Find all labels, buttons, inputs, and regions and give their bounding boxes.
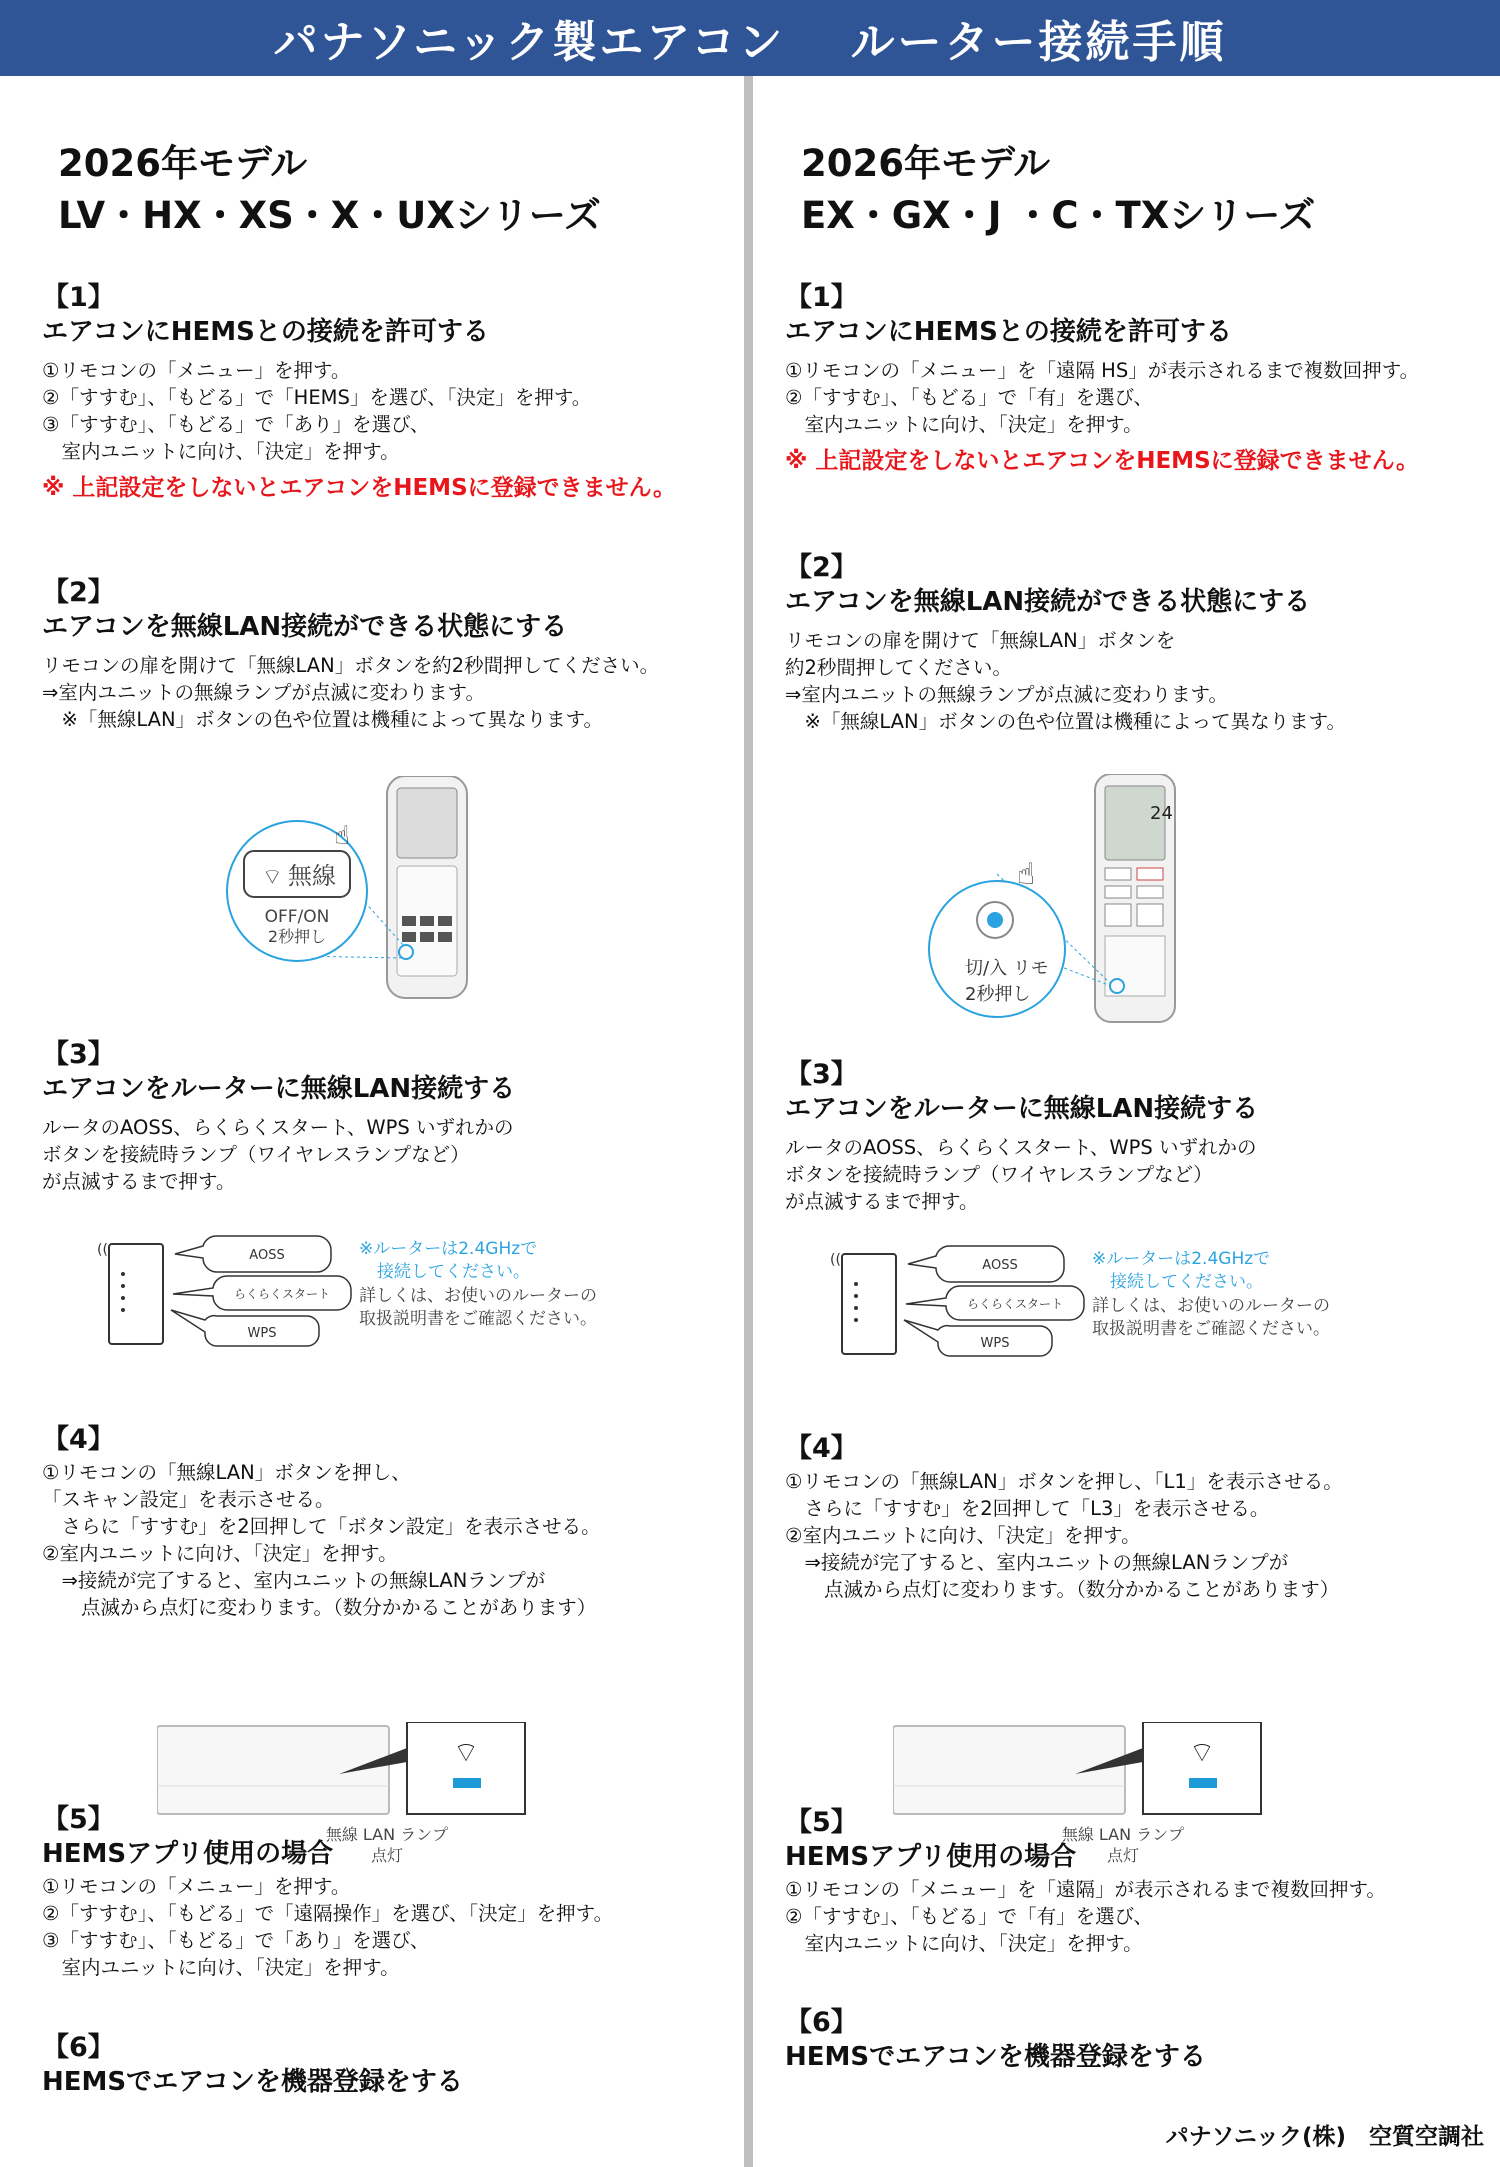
wps-label: WPS [247, 1326, 277, 1341]
step-body: ①リモコンの「メニュー」を押す。 ②「すすむ」、「もどる」で「遠隔操作」を選び、「決定」を押す。 ③「すすむ」、「もどる」で「あり」を選び、 室内ユニットに向け、「決定」を押す。 [42, 1875, 614, 1979]
lamp-indicator [453, 1778, 481, 1788]
step-title: エアコンをルーターに無線LAN接続する [42, 1074, 516, 1104]
raku-label: らくらくスタート [233, 1287, 331, 1301]
lamp-label-line1: 無線 LAN ランプ [325, 1825, 449, 1844]
router-note-line1: ※ルーターは2.4GHzで [359, 1239, 538, 1259]
step-body: ①リモコンの「メニュー」を「遠隔」が表示されるまで複数回押す。 ②「すすむ」、「もどる」で「有」を選び、 室内ユニットに向け、「決定」を押す。 [785, 1878, 1386, 1955]
router-note-line2: 接続してください。 [1110, 1272, 1263, 1292]
wifi-icon: ⌔ [452, 1736, 480, 1769]
router-note-line3: 詳しくは、お使いのルーターの [1092, 1296, 1330, 1316]
model-series: LV・HX・XS・X・UXシリーズ [58, 194, 602, 237]
bubble-line1: 切/入 リモ [965, 958, 1049, 979]
model-series: EX・GX・J ・C・TXシリーズ [801, 194, 1316, 237]
svg-text:24: 24 [1150, 803, 1173, 824]
step-body: ①リモコンの「メニュー」を押す。 ②「すすむ」、「もどる」で「HEMS」を選び、「決定」を押す。 ③「すすむ」、「もどる」で「あり」を選び、 室内ユニットに向け、「決定」を押す。 [42, 359, 592, 463]
column-divider [744, 76, 753, 2167]
router-note-line4: 取扱説明書をご確認ください。 [359, 1309, 597, 1329]
router-note-line2: 接続してください。 [377, 1262, 530, 1282]
step-number: 【1】 [785, 282, 858, 313]
router-illustration [97, 1224, 677, 1349]
step-5 [785, 1806, 1386, 1957]
raku-label: らくらくスタート [966, 1297, 1064, 1311]
bubble-line2: 2秒押し [965, 984, 1031, 1005]
hand-pointer-icon: ☝ [334, 821, 350, 851]
step-number: 【4】 [42, 1424, 115, 1455]
page-header [0, 0, 1500, 76]
step-1 [785, 281, 1419, 476]
step-3 [42, 1038, 515, 1195]
remote-illustration [905, 774, 1205, 1024]
step-number: 【4】 [785, 1433, 858, 1464]
warning-text: ※ 上記設定をしないとエアコンをHEMSに登録できません。 [785, 448, 1420, 474]
step-body: リモコンの扉を開けて「無線LAN」ボタンを 約2秒間押してください。 ⇒室内ユニットの無線ランプが点滅に変わります。 ※「無線LAN」ボタンの色や位置は機種によって異なります。 [785, 629, 1347, 733]
step-title: HEMSアプリ使用の場合 [785, 1842, 1077, 1872]
company-name: パナソニック(株) 空質空調社 [1165, 2124, 1484, 2150]
router-note-line3: 詳しくは、お使いのルーターの [359, 1286, 597, 1306]
bubble-label: 無線 [288, 862, 336, 890]
lamp-label-line2: 点灯 [1106, 1846, 1140, 1865]
wifi-signal-icon: (( [97, 1242, 108, 1258]
step-title: エアコンにHEMSとの接続を許可する [42, 317, 489, 347]
step-number: 【1】 [42, 282, 115, 313]
wifi-icon: ⌔ [262, 865, 283, 890]
step-number: 【3】 [785, 1059, 858, 1090]
step-title: エアコンにHEMSとの接続を許可する [785, 317, 1232, 347]
remote-illustration [222, 776, 522, 1001]
router-note-line1: ※ルーターは2.4GHzで [1092, 1249, 1271, 1269]
bubble-line1: OFF/ON [264, 907, 330, 927]
step-number: 【2】 [42, 577, 115, 608]
model-year: 2026年モデル [58, 142, 308, 185]
hand-pointer-icon: ☝ [1017, 857, 1036, 892]
step-body: ①リモコンの「メニュー」を「遠隔 HS」が表示されるまで複数回押す。 ②「すすむ」、「もどる」で「有」を選び、 室内ユニットに向け、「決定」を押す。 [785, 359, 1420, 436]
lamp-indicator [1189, 1778, 1217, 1788]
step-number: 【3】 [42, 1039, 115, 1070]
bubble-line2: 2秒押し [267, 927, 327, 946]
step-number: 【2】 [785, 552, 858, 583]
step-title: エアコンを無線LAN接続ができる状態にする [785, 587, 1311, 617]
router-illustration [830, 1234, 1410, 1359]
step-title: エアコンを無線LAN接続ができる状態にする [42, 612, 568, 642]
step-title: エアコンをルーターに無線LAN接続する [785, 1094, 1259, 1124]
step-title: HEMSアプリ使用の場合 [42, 1839, 334, 1869]
step-number: 【6】 [785, 2007, 858, 2038]
step-6 [42, 2031, 463, 2099]
model-year: 2026年モデル [801, 142, 1051, 185]
step-5 [42, 1803, 613, 1981]
aoss-label: AOSS [982, 1258, 1018, 1273]
aoss-label: AOSS [249, 1248, 285, 1263]
step-number: 【5】 [785, 1807, 858, 1838]
step-1 [42, 281, 676, 503]
step-title: HEMSでエアコンを機器登録をする [42, 2067, 463, 2097]
step-body: ルータのAOSS、らくらくスタート、WPS いずれかの ボタンを接続時ランプ（ワイヤレスランプなど） が点滅するまで押す。 [42, 1116, 514, 1193]
step-body: リモコンの扉を開けて「無線LAN」ボタンを約2秒間押してください。 ⇒室内ユニットの無線ランプが点滅に変わります。 ※「無線LAN」ボタンの色や位置は機種によって異なります。 [42, 654, 660, 731]
step-6 [785, 2006, 1206, 2074]
step-number: 【6】 [42, 2032, 115, 2063]
step-2 [785, 551, 1346, 735]
step-title: HEMSでエアコンを機器登録をする [785, 2042, 1206, 2072]
router-note-line4: 取扱説明書をご確認ください。 [1092, 1319, 1330, 1339]
wifi-signal-icon: (( [830, 1252, 841, 1268]
step-number: 【5】 [42, 1804, 115, 1835]
wifi-icon: ⌔ [1188, 1736, 1216, 1769]
page-title: パナソニック製エアコン ルーター接続手順 [273, 17, 1227, 68]
step-body: ①リモコンの「無線LAN」ボタンを押し、 「スキャン設定」を表示させる。 さらに「すすむ」を2回押して「ボタン設定」を表示させる。 ②室内ユニットに向け、「決定」を押す。 ⇒接続が完了すると、室内ユニットの無線LANランプが 点滅から点灯に変わります。（数分かかることがあります） [42, 1461, 601, 1619]
step-body: ルータのAOSS、らくらくスタート、WPS いずれかの ボタンを接続時ランプ（ワイヤレスランプなど） が点滅するまで押す。 [785, 1136, 1257, 1213]
step-3 [785, 1058, 1258, 1215]
step-body: ①リモコンの「無線LAN」ボタンを押し、「L1」を表示させる。 さらに「すすむ」を2回押して「L3」を表示させる。 ②室内ユニットに向け、「決定」を押す。 ⇒接続が完了すると、室内ユニットの無線LANランプが 点滅から点灯に変わります。（数分かかることがあります） [785, 1470, 1343, 1601]
step-4 [42, 1423, 601, 1621]
lamp-label-line1: 無線 LAN ランプ [1061, 1825, 1185, 1844]
lamp-label-line2: 点灯 [370, 1846, 404, 1865]
warning-text: ※ 上記設定をしないとエアコンをHEMSに登録できません。 [42, 475, 677, 501]
step-2 [42, 576, 659, 733]
wps-label: WPS [980, 1336, 1010, 1351]
step-4 [785, 1432, 1343, 1603]
